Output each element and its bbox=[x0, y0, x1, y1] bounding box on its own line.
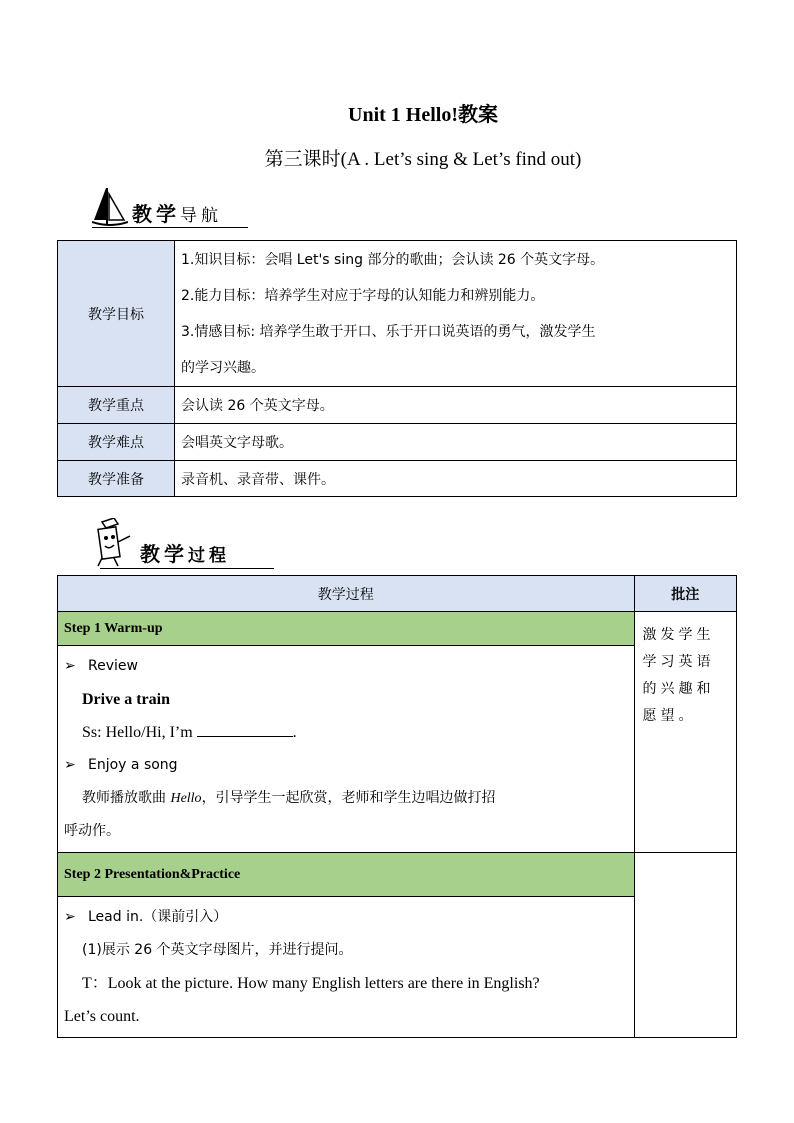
goal-line: 的学习兴趣。 bbox=[181, 359, 265, 376]
step2-title-row bbox=[58, 853, 737, 897]
arrow-bullet-icon: ➢ bbox=[64, 658, 76, 674]
arrow-bullet-icon: ➢ bbox=[64, 909, 76, 925]
lead-in-bullet bbox=[64, 901, 628, 934]
step2-line1: (1)展示 26 个英文字母图片，并进行提问。 bbox=[82, 942, 353, 958]
banner2-underline bbox=[100, 568, 274, 569]
goals-row-content: 会认读 26 个英文字母。 bbox=[175, 387, 737, 424]
process-header: 教学过程 bbox=[58, 576, 635, 612]
banner-teaching-navigation bbox=[92, 186, 252, 230]
step2-line3: Let’s count. bbox=[64, 1008, 140, 1025]
document-title: Unit 1 Hello!教案 bbox=[348, 104, 498, 126]
ss-line bbox=[64, 716, 628, 749]
drive-a-train: Drive a train bbox=[82, 691, 170, 708]
para-b: ，引导学生一起欣赏，老师和学生边唱边做打招 bbox=[201, 790, 496, 806]
review-bullet bbox=[64, 650, 628, 683]
enjoy-label: Enjoy a song bbox=[88, 757, 178, 773]
goal-line: 1.知识目标：会唱 Let's sing 部分的歌曲；会认读 26 个英文字母。 bbox=[181, 251, 605, 268]
lead-in-label: Lead in.（课前引入） bbox=[88, 909, 228, 925]
notes-header: 批注 bbox=[634, 576, 736, 612]
step1-title: Step 1 Warm-up bbox=[58, 612, 635, 646]
goals-row bbox=[58, 387, 737, 424]
goals-row-label: 教学难点 bbox=[58, 424, 175, 461]
goals-row-label: 教学目标 bbox=[58, 241, 175, 387]
goals-table bbox=[57, 240, 737, 497]
goal-line: 3.情感目标: 培养学生敢于开口、乐于开口说英语的勇气，激发学生 bbox=[181, 323, 596, 340]
note-cell: 激发学生学习英语的兴趣和愿望。 bbox=[634, 612, 736, 853]
pencil-character-icon bbox=[92, 518, 132, 568]
answer-blank bbox=[197, 722, 293, 737]
para-a: 教师播放歌曲 bbox=[82, 790, 166, 806]
banner1-underline bbox=[92, 227, 248, 228]
song-paragraph bbox=[64, 782, 628, 815]
step2-line2: T：Look at the picture. How many English letters are there in English? bbox=[82, 975, 540, 992]
goals-row-label: 教学重点 bbox=[58, 387, 175, 424]
goals-row-content: 会唱英文字母歌。 bbox=[175, 424, 737, 461]
arrow-bullet-icon: ➢ bbox=[64, 757, 76, 773]
enjoy-bullet bbox=[64, 749, 628, 782]
ss-text: Ss: Hello/Hi, I’m bbox=[82, 724, 193, 741]
para-c: 呼动作。 bbox=[64, 823, 120, 839]
goal-line: 2.能力目标：培养学生对应于字母的认知能力和辨别能力。 bbox=[181, 287, 545, 304]
document-subtitle: 第三课时(A . Let’s sing & Let’s find out) bbox=[264, 149, 582, 170]
song-title: Hello bbox=[170, 791, 202, 806]
step2-body bbox=[58, 897, 635, 1038]
goals-row-label: 教学准备 bbox=[58, 461, 175, 497]
banner1-label-light: 导航 bbox=[180, 206, 222, 226]
sailboat-icon bbox=[92, 186, 128, 228]
process-table bbox=[57, 575, 737, 1038]
banner1-label-bold: 教学 bbox=[132, 202, 180, 226]
goals-row bbox=[58, 424, 737, 461]
goals-row bbox=[58, 241, 737, 387]
step1-body bbox=[58, 646, 635, 853]
review-label: Review bbox=[88, 658, 138, 674]
step1-title-row bbox=[58, 612, 737, 646]
banner2-label-bold: 教学 bbox=[140, 542, 188, 566]
banner-teaching-process bbox=[92, 518, 274, 570]
step2-title: Step 2 Presentation&Practice bbox=[58, 853, 635, 897]
goals-row-content bbox=[175, 241, 737, 387]
note-cell-empty bbox=[634, 853, 736, 1038]
ss-end: . bbox=[292, 724, 297, 741]
goals-row-content: 录音机、录音带、课件。 bbox=[175, 461, 737, 497]
process-header-row bbox=[58, 576, 737, 612]
banner2-label-light: 过程 bbox=[188, 546, 230, 566]
goals-row bbox=[58, 461, 737, 497]
